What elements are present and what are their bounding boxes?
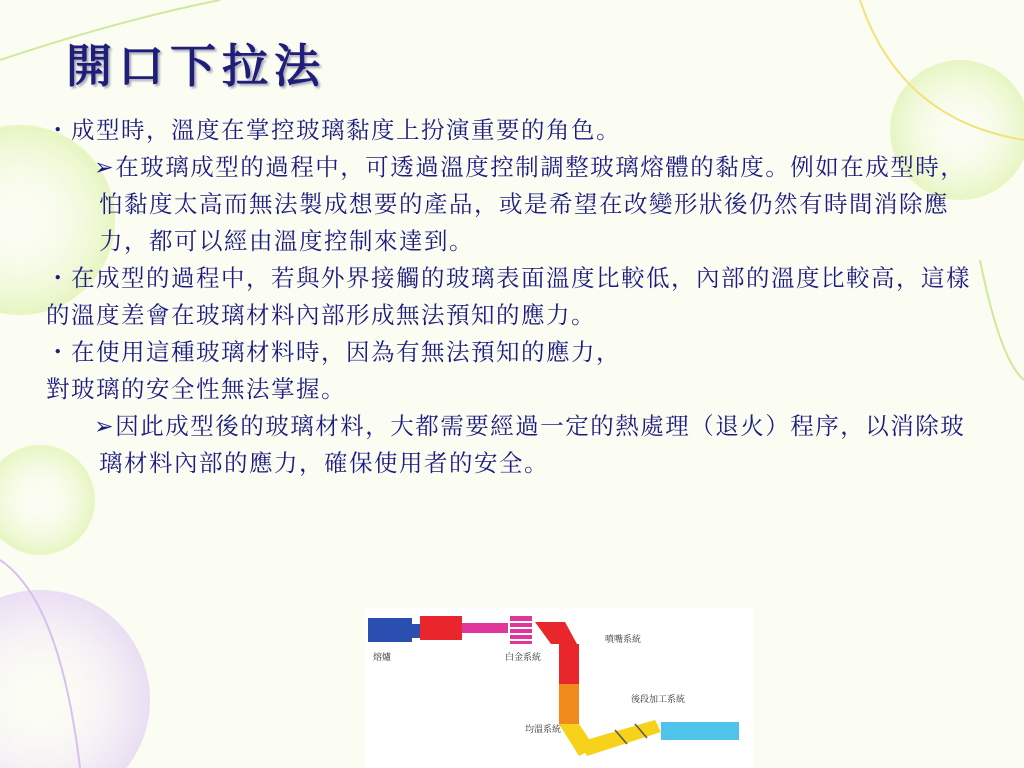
- label-uniform-temp: 均溫系統: [525, 725, 562, 735]
- transfer-pipe: [462, 623, 508, 633]
- conveyor-belt: [579, 720, 661, 756]
- arrow-bullet-icon: ➢: [94, 153, 116, 181]
- bullet-text: 在使用這種玻璃材料時，因為有無法預知的應力，: [71, 338, 621, 366]
- post-processing-line: [661, 722, 739, 740]
- bullet-point: [46, 334, 986, 371]
- furnace-neck: [412, 624, 420, 638]
- feed-vessel: [535, 622, 577, 644]
- bullet-point: [46, 112, 986, 149]
- plain-text: 對玻璃的安全性無法掌握。: [46, 375, 346, 403]
- bullet-icon: ・: [46, 338, 71, 366]
- bullet-text: 成型時，溫度在掌控玻璃黏度上扮演重要的角色。: [71, 116, 621, 144]
- slide-body: [46, 112, 986, 482]
- sub-text: 在玻璃成型的過程中，可透過溫度控制調整玻璃熔體的黏度。例如在成型時，怕黏度太高而無法製成想要的產品，或是希望在改變形狀後仍然有時間消除應力，都可以經由溫度控制來達到。: [99, 153, 966, 255]
- column-hot: [559, 644, 579, 684]
- label-furnace: 熔爐: [373, 653, 392, 663]
- label-platinum-system: 白金系統: [505, 653, 542, 663]
- downdraw-process-diagram: [365, 608, 753, 768]
- decor-circle-purple: [0, 590, 150, 768]
- hot-section: [420, 616, 462, 640]
- arrow-bullet-icon: ➢: [94, 412, 116, 440]
- sub-point: [46, 149, 986, 260]
- label-spray-system: 噴嘴系統: [605, 635, 642, 645]
- decor-line: [980, 260, 1024, 380]
- column-orange: [559, 684, 579, 724]
- bullet-text: 在成型的過程中，若與外界接觸的玻璃表面溫度比較低，內部的溫度比較高，這樣的溫度差會在玻璃材料內部形成無法預知的應力。: [46, 264, 971, 329]
- plain-line: [46, 371, 986, 408]
- bullet-point: [46, 260, 986, 334]
- label-post-processing: 後段加工系統: [631, 695, 686, 705]
- sub-point: [46, 408, 986, 482]
- sub-text: 因此成型後的玻璃材料，大都需要經過一定的熱處理（退火）程序，以消除玻璃材料內部的應力，確保使用者的安全。: [99, 412, 966, 477]
- furnace-block: [368, 618, 412, 642]
- slide-title: 開口下拉法: [66, 39, 326, 93]
- bullet-icon: ・: [46, 264, 71, 292]
- bullet-icon: ・: [46, 116, 71, 144]
